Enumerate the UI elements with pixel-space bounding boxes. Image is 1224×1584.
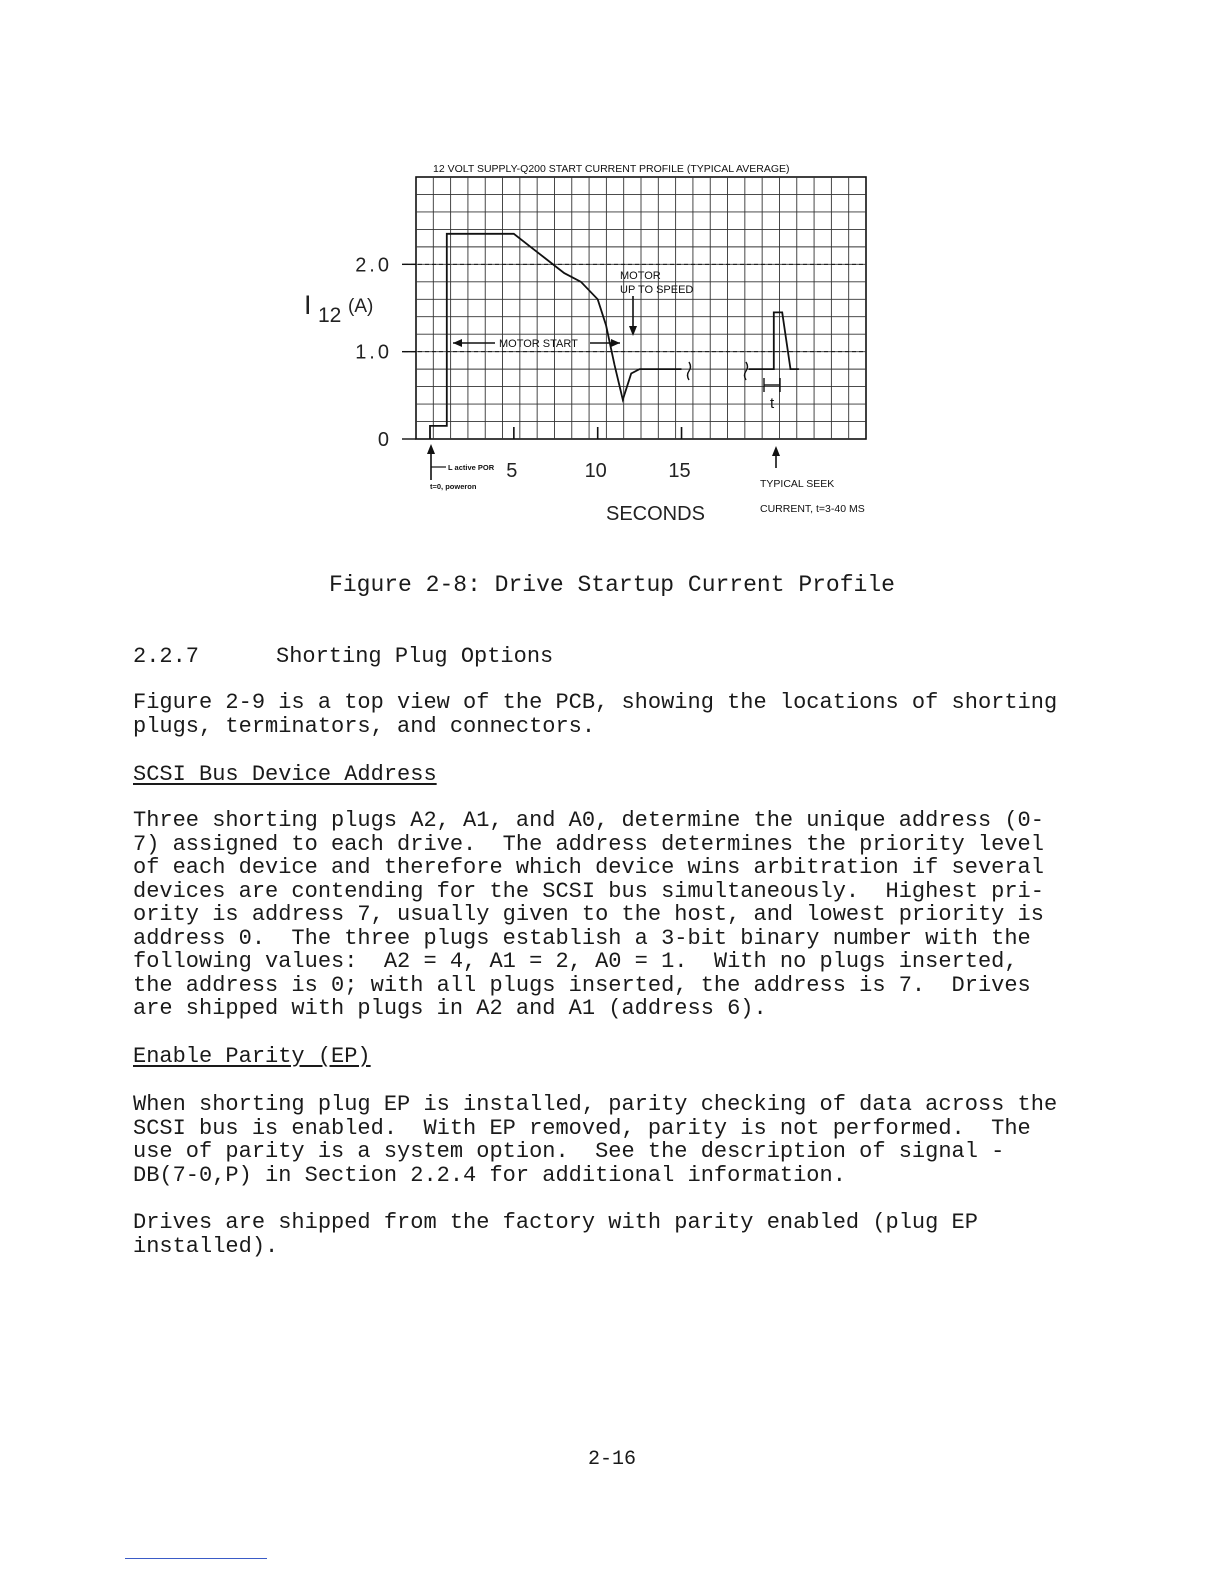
figure-caption: Figure 2-8: Drive Startup Current Profile bbox=[329, 572, 895, 598]
y-label-main: I bbox=[304, 290, 312, 320]
chart-grid bbox=[404, 177, 866, 439]
x-axis-label: SECONDS bbox=[606, 503, 705, 525]
series-typical-seek bbox=[749, 312, 799, 369]
section-title: Shorting Plug Options bbox=[276, 644, 554, 669]
y-label-sub: 12 bbox=[318, 304, 342, 327]
y-tick-label: 0 bbox=[377, 429, 392, 451]
page-number: 2-16 bbox=[587, 1448, 636, 1471]
annot-l-active-por: L active POR bbox=[448, 463, 495, 472]
y-tick-label: 2.0 bbox=[355, 254, 392, 277]
enable-parity-paragraph: When shorting plug EP is installed, parity checking of data across the SCSI bus is enabled. With EP removed, parity is not performed. The use of parity is a system option. See the description of signal - DB(7-0,P) in Section 2.2.4 for additional information. bbox=[133, 1092, 1058, 1188]
shipped-paragraph: Drives are shipped from the factory with parity enabled (plug EP installed). bbox=[133, 1210, 978, 1259]
section-heading bbox=[133, 644, 553, 669]
annot-poweron: t=0, poweron bbox=[430, 482, 477, 491]
motor-start-arrowhead-left bbox=[453, 339, 462, 347]
y-tick-label: 1.0 bbox=[355, 341, 392, 364]
x-tick-label: 10 bbox=[584, 460, 607, 482]
poweron-arrowhead bbox=[427, 444, 435, 454]
enable-parity-heading: Enable Parity (EP) bbox=[133, 1044, 371, 1069]
section-number: 2.2.7 bbox=[133, 644, 200, 669]
intro-paragraph: Figure 2-9 is a top view of the PCB, showing the locations of shorting plugs, terminators, and connectors. bbox=[133, 690, 1058, 739]
annot-motor: MOTOR bbox=[620, 270, 661, 282]
startup-current-chart bbox=[290, 150, 930, 540]
scsi-address-paragraph: Three shorting plugs A2, A1, and A0, determine the unique address (0- 7) assigned to each drive. The address determines the priority level of each device and therefore which device wins arbitration if several devices are contending for the SCSI bus simultaneously. Highest pri- ority is address 7, usually given to the host, and lowest priority is address 0. The three plugs establish a 3-bit binary number with the following values: A2 = 4, A1 = 2, A0 = 1. With no plugs inserted, the address is 0; with all plugs inserted, the address is 7. Drives are shipped with plugs in A2 and A1 (address 6). bbox=[133, 808, 1044, 1021]
motor-start-arrowhead-right bbox=[611, 339, 620, 347]
footnote-rule bbox=[125, 1558, 267, 1559]
y-label-unit: (A) bbox=[348, 296, 374, 317]
x-tick-label: 15 bbox=[668, 460, 691, 482]
annot-motor-start: MOTOR START bbox=[499, 338, 578, 350]
x-tick-label: 5 bbox=[506, 460, 518, 482]
seek-arrowhead bbox=[772, 446, 780, 456]
scsi-address-heading: SCSI Bus Device Address bbox=[133, 762, 437, 787]
annot-typical-seek: TYPICAL SEEK bbox=[760, 478, 835, 490]
annot-seek-current: CURRENT, t=3-40 MS bbox=[760, 503, 865, 515]
chart-svg bbox=[290, 150, 930, 540]
annot-up-to-speed: UP TO SPEED bbox=[620, 284, 694, 296]
chart-title: 12 VOLT SUPPLY-Q200 START CURRENT PROFILE (TYPICAL AVERAGE) bbox=[433, 163, 790, 175]
annot-seek-t: t bbox=[770, 395, 775, 412]
axis-break-left bbox=[688, 362, 691, 380]
